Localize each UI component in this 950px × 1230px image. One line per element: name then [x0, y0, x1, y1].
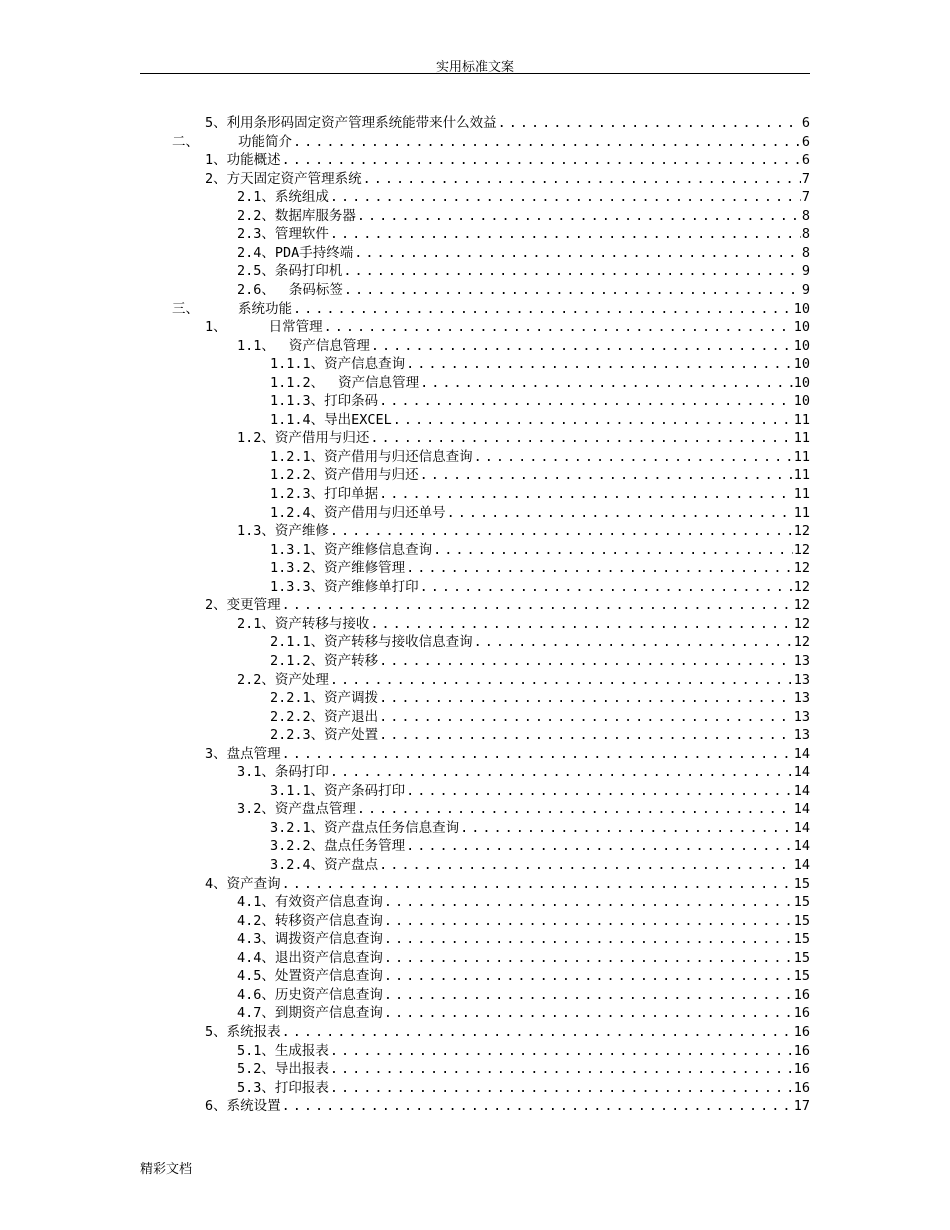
- toc-entry-number: 2.1、: [237, 189, 275, 206]
- toc-leader-dots: [383, 949, 793, 968]
- toc-entry-page-number: 9: [801, 263, 810, 280]
- toc-entry-page-number: 11: [793, 467, 810, 484]
- toc-entry[interactable]: [205, 170, 810, 189]
- toc-entry-title: 资产借用与归还: [274, 430, 370, 447]
- toc-entry[interactable]: [270, 837, 810, 856]
- toc-leader-dots: [383, 986, 793, 1005]
- toc-leader-dots: [329, 671, 793, 690]
- toc-entry-title: 资产盘点管理: [274, 801, 356, 818]
- toc-entry[interactable]: [237, 949, 810, 968]
- toc-entry-page-number: 6: [801, 115, 810, 131]
- toc-entry-number: 1.1.2、: [270, 374, 325, 391]
- toc-entry-number: 1.3.1、: [270, 541, 325, 558]
- toc-entry-number: 1.2.2、: [270, 467, 325, 484]
- toc-entry[interactable]: [270, 726, 810, 745]
- toc-entry-page-number: 15: [793, 968, 810, 985]
- toc-entry-number: 4、: [205, 875, 227, 892]
- toc-entry-number: 1、: [205, 152, 227, 169]
- toc-entry-page-number: 6: [801, 133, 810, 150]
- toc-entry-title: 系统功能: [238, 300, 292, 317]
- toc-entry-title: 方天固定资产管理系统: [226, 170, 362, 187]
- toc-entry-number: 1、: [205, 319, 227, 336]
- toc-entry-page-number: 16: [793, 1005, 810, 1022]
- toc-entry-number: 2.5、: [237, 263, 275, 280]
- toc-entry-number: 3.2、: [237, 801, 275, 818]
- toc-entry-title: 打印条码: [324, 393, 379, 410]
- toc-entry-title: 系统报表: [226, 1023, 281, 1040]
- toc-entry-page-number: 13: [793, 690, 810, 707]
- toc-leader-dots: [292, 133, 801, 152]
- toc-entry-title: 退出资产信息查询: [274, 949, 383, 966]
- toc-entry-number: 3.1、: [237, 764, 275, 781]
- toc-leader-dots: [497, 114, 801, 133]
- toc-leader-dots: [362, 170, 801, 189]
- toc-entry[interactable]: [270, 578, 810, 597]
- toc-entry[interactable]: [270, 392, 810, 411]
- toc-entry-number: 1.3.2、: [270, 560, 325, 577]
- toc-entry-page-number: 11: [793, 430, 810, 447]
- toc-entry[interactable]: [270, 819, 810, 838]
- toc-entry-number: 2.2.3、: [270, 727, 325, 744]
- toc-leader-dots: [419, 578, 793, 597]
- toc-entry-title: 调拨资产信息查询: [274, 931, 383, 948]
- toc-entry[interactable]: [270, 448, 810, 467]
- toc-entry-title: 管理软件: [274, 226, 329, 243]
- toc-entry-number: 6、: [205, 1098, 227, 1115]
- toc-leader-dots: [473, 633, 793, 652]
- toc-leader-dots: [281, 596, 793, 615]
- toc-leader-dots: [383, 893, 793, 912]
- toc-entry[interactable]: [270, 652, 810, 671]
- toc-entry-page-number: 10: [793, 374, 810, 391]
- toc-leader-dots: [329, 522, 793, 541]
- toc-entry-number: 2.2、: [237, 207, 275, 224]
- toc-entry[interactable]: [270, 782, 810, 801]
- toc-entry-title: 资产信息查询: [324, 356, 406, 373]
- toc-entry-page-number: 14: [793, 801, 810, 818]
- toc-entry-page-number: 13: [793, 727, 810, 744]
- toc-entry-number: 5.3、: [237, 1079, 275, 1096]
- toc-entry-title: 资产查询: [226, 875, 281, 892]
- toc-leader-dots: [329, 188, 801, 207]
- toc-entry-number: 二、: [172, 133, 199, 150]
- toc-entry-title: 资产信息管理: [288, 337, 370, 354]
- toc-leader-dots: [419, 466, 793, 485]
- toc-entry-page-number: 10: [793, 356, 810, 373]
- toc-entry-title: 有效资产信息查询: [274, 894, 383, 911]
- toc-entry-page-number: 14: [793, 745, 810, 762]
- toc-entry-title: 日常管理: [268, 319, 323, 336]
- toc-entry[interactable]: [237, 1079, 810, 1098]
- toc-entry-number: 1.1、: [237, 337, 275, 354]
- toc-entry-title: 打印单据: [324, 486, 379, 502]
- toc-entry[interactable]: [205, 596, 810, 615]
- toc-entry[interactable]: [237, 671, 810, 690]
- toc-entry-page-number: 15: [793, 894, 810, 911]
- toc-entry[interactable]: [270, 411, 810, 430]
- toc-entry-number: 1.1.1、: [270, 356, 325, 373]
- toc-leader-dots: [353, 244, 801, 263]
- toc-entry-page-number: 16: [793, 1023, 810, 1040]
- toc-entry-title: 资产借用与归还: [324, 467, 419, 484]
- toc-entry[interactable]: [270, 708, 810, 727]
- toc-leader-dots: [383, 912, 793, 931]
- toc-entry-number: 4.5、: [237, 968, 275, 985]
- toc-leader-dots: [419, 374, 793, 393]
- toc-entry-title: 资产处置: [324, 727, 379, 744]
- toc-entry-page-number: 16: [793, 986, 810, 1003]
- toc-entry-title: 盘点管理: [226, 745, 281, 762]
- toc-entry-title: 条码打印: [274, 764, 329, 781]
- toc-entry-number: 1.2.1、: [270, 448, 325, 465]
- toc-entry-page-number: 13: [793, 708, 810, 725]
- toc-entry-page-number: 15: [793, 931, 810, 948]
- toc-entry-title: 资产转移与接收: [274, 615, 370, 632]
- toc-leader-dots: [281, 1097, 793, 1116]
- toc-entry-number: 1.3.3、: [270, 578, 325, 595]
- toc-entry-page-number: 11: [793, 486, 810, 502]
- toc-entry[interactable]: [270, 374, 810, 393]
- toc-leader-dots: [329, 225, 801, 244]
- toc-entry[interactable]: [205, 114, 810, 133]
- toc-entry[interactable]: [237, 522, 810, 541]
- toc-entry-page-number: 16: [793, 1042, 810, 1059]
- toc-entry-title: 资产借用与归还信息查询: [324, 448, 473, 465]
- toc-leader-dots: [378, 726, 793, 745]
- toc-entry-page-number: 10: [793, 319, 810, 336]
- toc-entry-number: 2、: [205, 170, 227, 187]
- toc-entry[interactable]: [237, 615, 810, 634]
- toc-entry-number: 4.3、: [237, 931, 275, 948]
- toc-entry-title: 资产转移: [324, 652, 379, 669]
- toc-entry[interactable]: [237, 800, 810, 819]
- toc-entry-page-number: 7: [801, 170, 810, 187]
- toc-entry-page-number: 8: [801, 226, 810, 243]
- toc-leader-dots: [356, 207, 801, 226]
- toc-leader-dots: [292, 300, 793, 319]
- toc-entry[interactable]: [237, 429, 810, 448]
- toc-entry-number: 1.2.3、: [270, 486, 325, 502]
- toc-entry[interactable]: [237, 207, 810, 226]
- toc-entry[interactable]: [270, 355, 810, 374]
- toc-entry-title: 资产盘点: [324, 857, 379, 873]
- toc-entry-title: 处置资产信息查询: [274, 968, 383, 985]
- toc-entry-number: 3、: [205, 745, 227, 762]
- toc-entry-title: 条码打印机: [274, 263, 343, 280]
- toc-entry-title: 导出EXCEL: [324, 411, 392, 428]
- toc-entry-page-number: 8: [801, 244, 810, 261]
- toc-entry-number: 1.1.3、: [270, 393, 325, 410]
- toc-entry-page-number: 12: [793, 541, 810, 558]
- toc-entry-title: 生成报表: [274, 1042, 329, 1059]
- toc-leader-dots: [473, 448, 793, 467]
- toc-entry-page-number: 6: [801, 152, 810, 169]
- toc-leader-dots: [329, 1079, 793, 1098]
- toc-entry-number: 5、: [205, 115, 227, 131]
- toc-entry-title: 资产调拨: [324, 690, 379, 707]
- toc-leader-dots: [446, 504, 793, 523]
- toc-entry-title: 利用条形码固定资产管理系统能带来什么效益: [226, 115, 497, 131]
- toc-entry-title: 资产条码打印: [324, 782, 406, 799]
- toc-leader-dots: [323, 318, 793, 337]
- toc-entry-title: 功能简介: [238, 133, 292, 150]
- toc-entry-page-number: 15: [793, 875, 810, 892]
- page-header: 实用标准文案: [435, 60, 514, 75]
- toc-entry-page-number: 14: [793, 764, 810, 781]
- toc-entry-number: 5.1、: [237, 1042, 275, 1059]
- page-footer: 精彩文档: [140, 1162, 193, 1177]
- toc-entry-page-number: 14: [793, 819, 810, 836]
- toc-entry-page-number: 14: [793, 782, 810, 799]
- toc-entry-title: 资产盘点任务信息查询: [324, 819, 460, 836]
- toc-entry[interactable]: [237, 281, 810, 300]
- toc-entry-title: 历史资产信息查询: [274, 986, 383, 1003]
- toc-entry-title: 条码标签: [288, 281, 343, 298]
- toc-leader-dots: [405, 355, 793, 374]
- toc-entry-title: PDA手持终端: [274, 244, 354, 261]
- toc-entry-number: 1.2.4、: [270, 504, 325, 521]
- toc-entry[interactable]: [237, 893, 810, 912]
- toc-leader-dots: [281, 151, 801, 170]
- toc-entry-number: 3.2.2、: [270, 838, 325, 855]
- toc-leader-dots: [369, 615, 792, 634]
- toc-entry-page-number: 10: [793, 300, 810, 317]
- toc-entry-title: 到期资产信息查询: [274, 1005, 383, 1022]
- toc-entry[interactable]: [270, 633, 810, 652]
- toc-entry[interactable]: [172, 133, 810, 152]
- toc-entry-title: 资产退出: [324, 708, 379, 725]
- toc-leader-dots: [378, 856, 793, 875]
- toc-entry-number: 2.1.2、: [270, 652, 325, 669]
- toc-entry[interactable]: [237, 337, 810, 356]
- toc-entry[interactable]: [205, 875, 810, 894]
- toc-entry-number: 5.2、: [237, 1061, 275, 1078]
- toc-entry-page-number: 11: [793, 411, 810, 428]
- toc-entry-page-number: 16: [793, 1061, 810, 1078]
- toc-entry-number: 2.2.1、: [270, 690, 325, 707]
- toc-entry-page-number: 11: [793, 448, 810, 465]
- toc-entry[interactable]: [237, 930, 810, 949]
- toc-leader-dots: [392, 411, 793, 430]
- toc-entry-number: 2.2、: [237, 671, 275, 688]
- toc-entry[interactable]: [205, 1097, 810, 1116]
- toc-entry[interactable]: [237, 1060, 810, 1079]
- toc-entry-number: 3.2.1、: [270, 819, 325, 836]
- toc-entry[interactable]: [270, 485, 810, 504]
- toc-entry-title: 导出报表: [274, 1061, 329, 1078]
- toc-entry-number: 1.2、: [237, 430, 275, 447]
- toc-leader-dots: [378, 392, 793, 411]
- toc-entry-title: 资产处理: [274, 671, 329, 688]
- toc-entry-page-number: 13: [793, 671, 810, 688]
- toc-leader-dots: [343, 281, 801, 300]
- toc-entry-title: 数据库服务器: [274, 207, 356, 224]
- toc-leader-dots: [405, 782, 793, 801]
- toc-leader-dots: [378, 708, 793, 727]
- toc-entry[interactable]: [205, 745, 810, 764]
- toc-entry-number: 5、: [205, 1023, 227, 1040]
- toc-entry-title: 打印报表: [274, 1079, 329, 1096]
- toc-entry-number: 1.3、: [237, 523, 275, 540]
- toc-entry-number: 1.1.4、: [270, 411, 325, 428]
- toc-entry-title: 资产维修信息查询: [324, 541, 433, 558]
- toc-leader-dots: [405, 837, 793, 856]
- toc-entry[interactable]: [205, 1023, 810, 1042]
- toc-entry-number: 4.1、: [237, 894, 275, 911]
- toc-entry[interactable]: [237, 967, 810, 986]
- toc-entry[interactable]: [237, 1042, 810, 1061]
- toc-entry[interactable]: [237, 225, 810, 244]
- toc-leader-dots: [432, 541, 793, 560]
- toc-entry-page-number: 13: [793, 652, 810, 669]
- toc-entry-number: 4.4、: [237, 949, 275, 966]
- toc-entry-page-number: 12: [793, 615, 810, 632]
- toc-entry[interactable]: [237, 763, 810, 782]
- toc-entry-number: 4.7、: [237, 1005, 275, 1022]
- toc-entry[interactable]: [270, 856, 810, 875]
- toc-leader-dots: [378, 652, 793, 671]
- toc-entry-number: 3.2.4、: [270, 857, 325, 873]
- toc-entry-page-number: 14: [793, 838, 810, 855]
- toc-leader-dots: [281, 875, 793, 894]
- toc-entry-page-number: 15: [793, 949, 810, 966]
- toc-entry-page-number: 8: [801, 207, 810, 224]
- toc-leader-dots: [329, 1042, 793, 1061]
- toc-entry-page-number: 7: [801, 189, 810, 206]
- toc-entry-number: 3.1.1、: [270, 782, 325, 799]
- toc-leader-dots: [383, 930, 793, 949]
- toc-entry-title: 变更管理: [226, 597, 281, 614]
- toc-leader-dots: [281, 1023, 793, 1042]
- toc-entry-page-number: 12: [793, 560, 810, 577]
- toc-entry-title: 功能概述: [226, 152, 281, 169]
- toc-entry-number: 2.2.2、: [270, 708, 325, 725]
- toc-entry[interactable]: [270, 559, 810, 578]
- toc-entry[interactable]: [270, 689, 810, 708]
- toc-entry-page-number: 10: [793, 393, 810, 410]
- toc-entry-page-number: 9: [801, 281, 810, 298]
- toc-entry-title: 系统组成: [274, 189, 329, 206]
- toc-entry-title: 转移资产信息查询: [274, 912, 383, 929]
- toc-entry[interactable]: [205, 151, 810, 170]
- toc-entry-number: 2、: [205, 597, 227, 614]
- toc-entry-number: 三、: [172, 300, 199, 317]
- toc-entry-title: 资产维修: [274, 523, 329, 540]
- toc-entry-number: 2.4、: [237, 244, 275, 261]
- toc-entry-title: 盘点任务管理: [324, 838, 406, 855]
- toc-entry-page-number: 17: [793, 1098, 810, 1115]
- toc-entry-title: 资产信息管理: [338, 374, 420, 391]
- toc-entry[interactable]: [237, 244, 810, 263]
- toc-entry[interactable]: [270, 504, 810, 523]
- toc-leader-dots: [329, 763, 793, 782]
- toc-entry-number: 2.6、: [237, 281, 275, 298]
- toc-entry[interactable]: [237, 986, 810, 1005]
- toc-entry-number: 2.3、: [237, 226, 275, 243]
- toc-entry-title: 资产维修管理: [324, 560, 406, 577]
- toc-entry[interactable]: [237, 188, 810, 207]
- toc-leader-dots: [369, 429, 792, 448]
- toc-leader-dots: [281, 745, 793, 764]
- toc-leader-dots: [378, 485, 793, 504]
- toc-leader-dots: [383, 1004, 793, 1023]
- toc-leader-dots: [378, 689, 793, 708]
- toc-entry-number: 2.1、: [237, 615, 275, 632]
- toc-entry-title: 系统设置: [226, 1098, 281, 1115]
- toc-entry-page-number: 15: [793, 912, 810, 929]
- toc-entry[interactable]: [172, 300, 810, 319]
- toc-leader-dots: [329, 1060, 793, 1079]
- toc-entry[interactable]: [205, 318, 810, 337]
- header-rule: [140, 73, 810, 74]
- toc-leader-dots: [383, 967, 793, 986]
- toc-entry[interactable]: [270, 466, 810, 485]
- toc-entry-page-number: 12: [793, 578, 810, 595]
- toc-entry-page-number: 12: [793, 634, 810, 651]
- toc-entry-page-number: 14: [793, 857, 810, 873]
- toc-entry-title: 资产维修单打印: [324, 578, 419, 595]
- toc-entry[interactable]: [237, 262, 810, 281]
- toc-leader-dots: [459, 819, 793, 838]
- toc-entry[interactable]: [237, 912, 810, 931]
- toc-entry-number: 2.1.1、: [270, 634, 325, 651]
- toc-entry-page-number: 11: [793, 504, 810, 521]
- toc-entry-page-number: 12: [793, 523, 810, 540]
- toc-leader-dots: [342, 262, 800, 281]
- toc-entry-title: 资产借用与归还单号: [324, 504, 446, 521]
- toc-entry-number: 4.2、: [237, 912, 275, 929]
- toc-entry-page-number: 10: [793, 337, 810, 354]
- toc-entry-page-number: 12: [793, 597, 810, 614]
- toc-entry-page-number: 16: [793, 1079, 810, 1096]
- toc-entry[interactable]: [270, 541, 810, 560]
- toc-entry-number: 4.6、: [237, 986, 275, 1003]
- toc-leader-dots: [405, 559, 793, 578]
- toc-leader-dots: [370, 337, 793, 356]
- toc-leader-dots: [356, 800, 793, 819]
- toc-entry-title: 资产转移与接收信息查询: [324, 634, 473, 651]
- toc-entry[interactable]: [237, 1004, 810, 1023]
